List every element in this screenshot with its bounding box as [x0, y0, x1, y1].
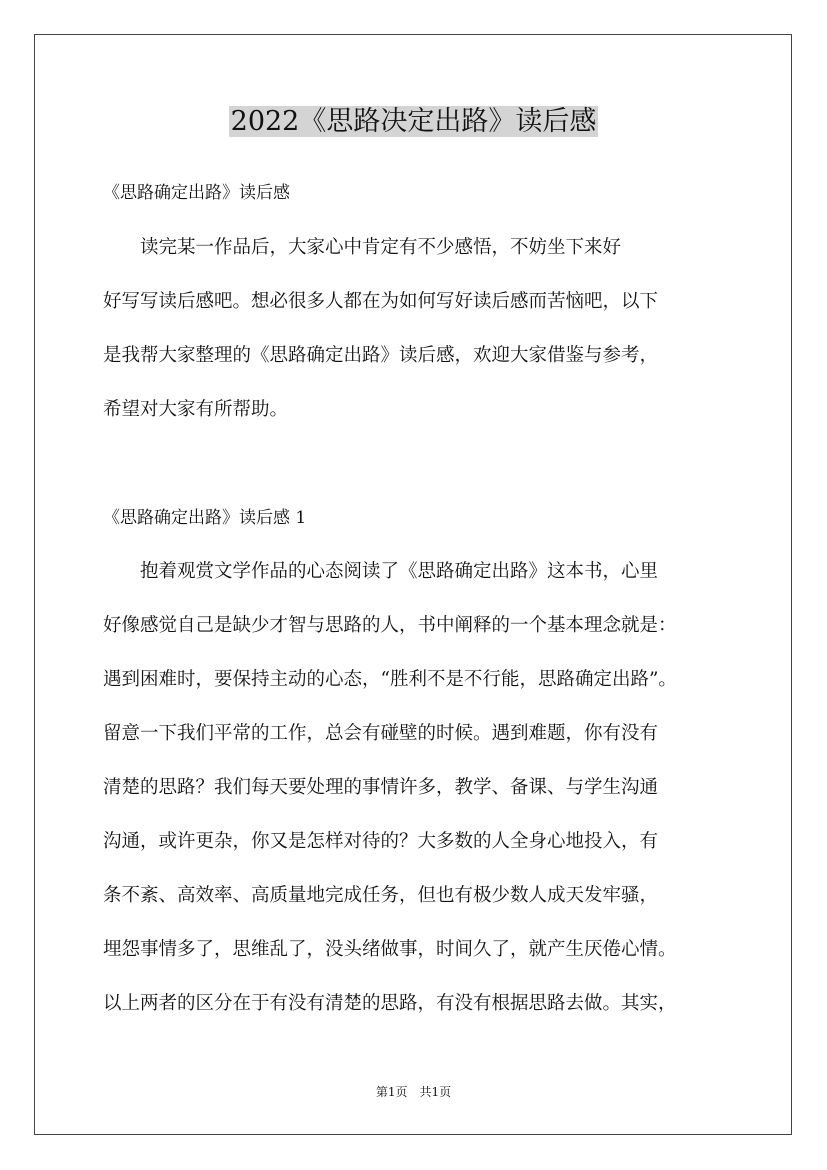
paragraph-line: 希望对大家有所帮助。	[103, 399, 289, 420]
paragraph-line: 埋怨事情多了，思维乱了，没头绪做事，时间久了，就产生厌倦心情。	[103, 939, 677, 960]
document-title-text: 2022《思路决定出路》读后感	[230, 106, 597, 137]
paragraph-line: 读完某一作品后，大家心中肯定有不少感悟，不妨坐下来好	[103, 237, 622, 258]
paragraph-line: 清楚的思路？我们每天要处理的事情许多，教学、备课、与学生沟通	[103, 777, 659, 798]
paragraph-line: 沟通，或许更杂，你又是怎样对待的？大多数的人全身心地投入，有	[103, 831, 659, 852]
paragraph-line: 是我帮大家整理的《思路确定出路》读后感，欢迎大家借鉴与参考，	[103, 345, 659, 366]
paragraph-line: 条不紊、高效率、高质量地完成任务，但也有极少数人成天发牢骚，	[103, 885, 659, 906]
section-heading: 《思路确定出路》读后感	[103, 183, 290, 203]
document-title	[0, 98, 827, 146]
paragraph-line: 遇到困难时，要保持主动的心态，“胜利不是不行能，思路确定出路”。	[103, 669, 677, 690]
paragraph-line: 抱着观赏文学作品的心态阅读了《思路确定出路》这本书，心里	[103, 561, 659, 582]
paragraph-line: 好像感觉自己是缺少才智与思路的人，书中阐释的一个基本理念就是：	[103, 615, 677, 636]
page-number-footer: 第1页 共1页	[375, 1085, 452, 1099]
paragraph-line: 好写写读后感吧。想必很多人都在为如何写好读后感而苦恼吧，以下	[103, 291, 659, 312]
paragraph-line: 留意一下我们平常的工作，总会有碰壁的时候。遇到难题，你有没有	[103, 723, 659, 744]
section-heading: 《思路确定出路》读后感 1	[103, 508, 307, 528]
paragraph-line: 以上两者的区分在于有没有清楚的思路，有没有根据思路去做。其实，	[103, 993, 677, 1014]
